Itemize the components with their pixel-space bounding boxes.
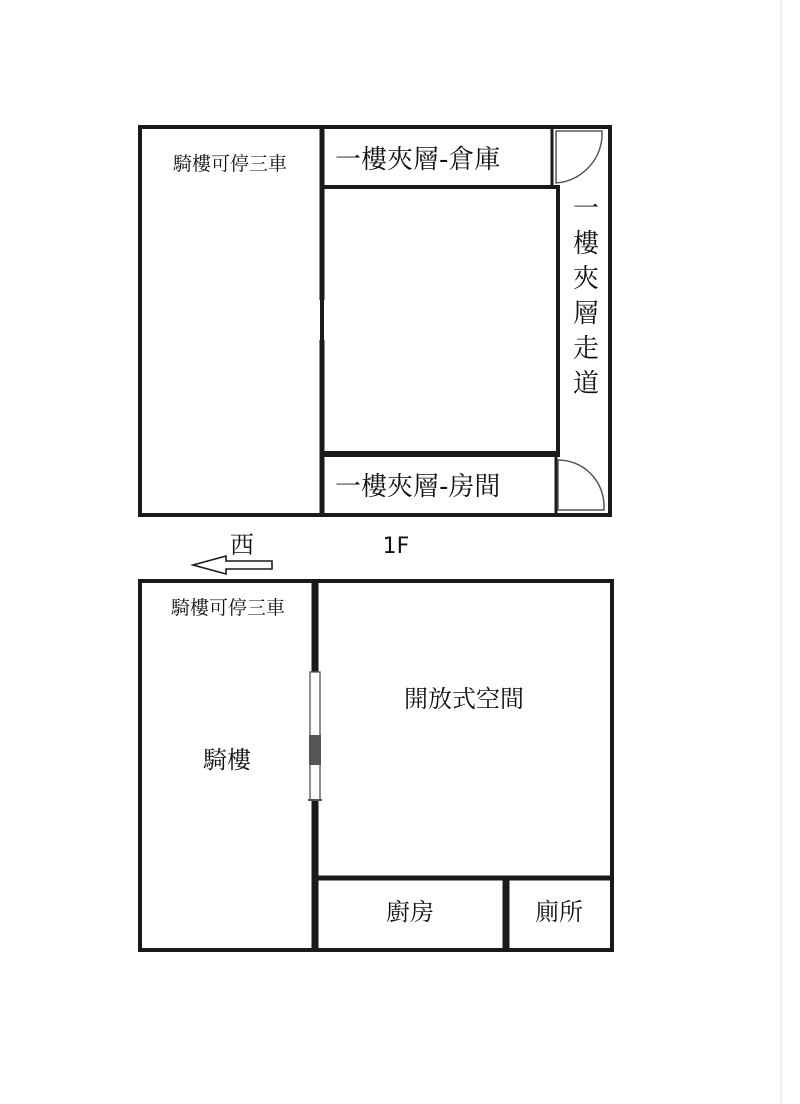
corridor-label-char: 層 bbox=[572, 299, 600, 329]
direction-label: 西 bbox=[230, 531, 254, 559]
lower-arcade-label: 騎樓 bbox=[203, 746, 251, 774]
lower-floor-plan bbox=[140, 581, 612, 950]
upper-floor-plan bbox=[140, 127, 610, 515]
lower-arcade-parking-label: 騎樓可停三車 bbox=[170, 597, 286, 619]
corridor-label-char: 道 bbox=[572, 369, 600, 399]
room-door-swing bbox=[558, 460, 604, 510]
orientation-indicator bbox=[193, 531, 409, 574]
storage-door-swing bbox=[556, 131, 602, 183]
corridor-label-char: 樓 bbox=[572, 229, 600, 259]
open-space-label: 開放式空間 bbox=[404, 685, 524, 713]
room-label: 一樓夾層-房間 bbox=[335, 472, 501, 502]
mezzanine-void bbox=[322, 187, 558, 453]
kitchen-label: 廚房 bbox=[386, 898, 434, 926]
corridor-label-char: 一 bbox=[572, 194, 600, 224]
corridor-label-char: 走 bbox=[572, 334, 600, 364]
floor-label: 1F bbox=[382, 534, 410, 559]
corridor-label-char: 夾 bbox=[572, 264, 600, 294]
toilet-label: 廁所 bbox=[535, 898, 583, 926]
upper-arcade-label: 騎樓可停三車 bbox=[172, 153, 288, 175]
storage-label: 一樓夾層-倉庫 bbox=[335, 145, 501, 175]
corridor-label bbox=[573, 194, 600, 399]
